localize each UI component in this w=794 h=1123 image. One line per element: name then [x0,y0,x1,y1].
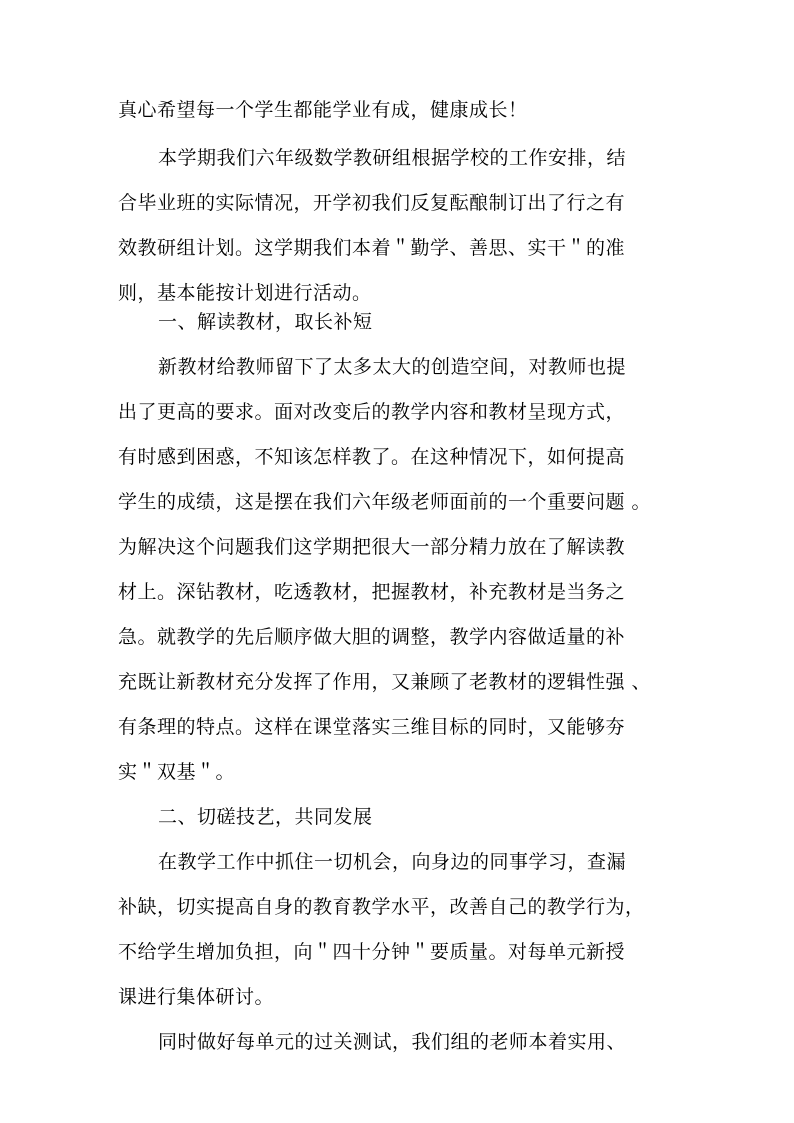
text-line: 课进行集体研讨。 [118,986,275,1008]
text-line: 合毕业班的实际情况，开学初我们反复酝酿制订出了行之有 [118,192,626,214]
text-line: 补缺，切实提高自身的教育教学水平，改善自己的教学行为， [118,896,645,918]
text-line: 真心希望每一个学生都能学业有成，健康成长！ [118,99,528,121]
paragraph-start-line: 在教学工作中抓住一切机会，向身边的同事学习，查漏 [158,851,627,873]
section-heading-2: 二、切磋技艺，共同发展 [158,806,373,828]
section-heading-1: 一、解读教材，取长补短 [158,311,373,333]
paragraph-start-line: 本学期我们六年级数学教研组根据学校的工作安排，结 [158,147,627,169]
text-line: 出了更高的要求。面对改变后的教学内容和教材呈现方式， [118,401,626,423]
text-line: 不给学生增加负担，向＂四十分钟＂要质量。对每单元新授 [118,941,626,963]
paragraph-start-line: 新教材给教师留下了太多太大的创造空间，对教师也提 [158,356,627,378]
text-line: 为解决这个问题我们这学期把很大一部分精力放在了解读教 [118,536,626,558]
paragraph-start-line: 同时做好每单元的过关测试，我们组的老师本着实用、 [158,1031,627,1053]
text-line: 则，基本能按计划进行活动。 [118,282,372,304]
text-line: 学生的成绩，这是摆在我们六年级老师面前的一个重要问题 。 [118,491,652,513]
text-line: 有时感到困惑，不知该怎样教了。在这种情况下，如何提高 [118,446,626,468]
text-line: 急。就教学的先后顺序做大胆的调整，教学内容做适量的补 [118,626,626,648]
text-line: 效教研组计划。这学期我们本着＂勤学、善思、实干＂的准 [118,237,626,259]
text-line: 材上。深钻教材，吃透教材，把握教材，补充教材是当务之 [118,581,626,603]
text-line: 充既让新教材充分发挥了作用，又兼顾了老教材的逻辑性强 、 [118,671,652,693]
text-line: 有条理的特点。这样在课堂落实三维目标的同时，又能够夯 [118,716,626,738]
text-line: 实＂双基＂。 [118,761,236,783]
